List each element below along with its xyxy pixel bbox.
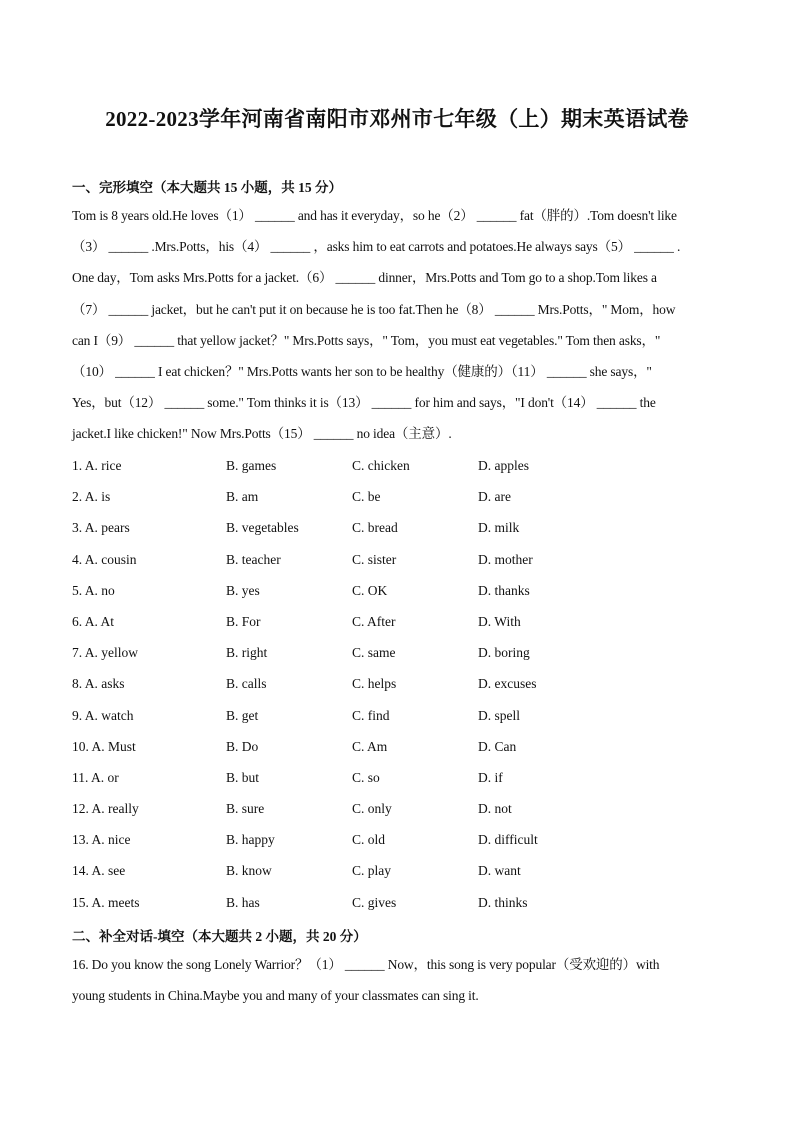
passage-line: can I（9） ______ that yellow jacket？" Mrs.Potts says，" Tom，you must eat vegetables." Tom then asks，" bbox=[72, 332, 661, 348]
section-2-heading: 二、补全对话-填空（本大题共 2 小题，共 20 分） bbox=[72, 929, 367, 944]
option-b: B. games bbox=[226, 458, 277, 473]
option-c: C. so bbox=[352, 769, 380, 785]
question-row-14 bbox=[72, 862, 722, 893]
option-a: 13. A. nice bbox=[72, 832, 131, 848]
question-row-8 bbox=[72, 675, 722, 706]
passage-line: Tom is 8 years old.He loves（1） ______ and has it everyday，so he（2） ______ fat（胖的）.Tom doesn't like bbox=[72, 208, 677, 223]
option-b: B. has bbox=[226, 894, 260, 910]
question-row-15 bbox=[72, 894, 722, 925]
question-row-5 bbox=[72, 582, 722, 613]
option-d: D. With bbox=[478, 613, 521, 629]
option-b: B. know bbox=[226, 863, 272, 879]
option-a: 11. A. or bbox=[72, 769, 119, 785]
question-row-12 bbox=[72, 800, 722, 831]
option-d: D. excuses bbox=[478, 676, 537, 692]
question-row-1 bbox=[72, 457, 722, 488]
question-row-10 bbox=[72, 738, 722, 769]
option-c: C. After bbox=[352, 613, 396, 629]
option-d: D. mother bbox=[478, 551, 533, 567]
option-b: B. right bbox=[226, 645, 268, 661]
option-c: C. sister bbox=[352, 551, 397, 567]
option-a: 1. A. rice bbox=[72, 458, 122, 473]
option-d: D. Can bbox=[478, 738, 517, 754]
option-b: B. vegetables bbox=[226, 520, 299, 536]
option-c: C. OK bbox=[352, 582, 388, 598]
option-d: D. are bbox=[478, 489, 511, 505]
option-c: C. helps bbox=[352, 676, 397, 692]
passage-line: jacket.I like chicken!" Now Mrs.Potts（15） ______ no idea（主意）. bbox=[72, 426, 452, 442]
option-a: 8. A. asks bbox=[72, 676, 125, 692]
option-d: D. spell bbox=[478, 707, 520, 723]
option-d: D. milk bbox=[478, 520, 520, 536]
question-16 bbox=[72, 956, 722, 1018]
question-row-4 bbox=[72, 551, 722, 582]
cloze-passage bbox=[72, 207, 722, 457]
question-row-9 bbox=[72, 707, 722, 738]
option-b: B. get bbox=[226, 707, 259, 723]
option-b: B. happy bbox=[226, 832, 275, 848]
option-d: D. difficult bbox=[478, 832, 538, 848]
option-a: 10. A. Must bbox=[72, 738, 136, 754]
option-c: C. be bbox=[352, 489, 381, 505]
option-d: D. want bbox=[478, 863, 521, 879]
option-b: B. sure bbox=[226, 801, 265, 817]
question-options-list bbox=[72, 457, 722, 925]
option-a: 14. A. see bbox=[72, 863, 126, 879]
option-b: B. For bbox=[226, 613, 261, 629]
option-c: C. find bbox=[352, 707, 390, 723]
option-a: 5. A. no bbox=[72, 582, 115, 598]
option-a: 4. A. cousin bbox=[72, 551, 137, 567]
question-row-13 bbox=[72, 831, 722, 862]
option-d: D. thanks bbox=[478, 582, 530, 598]
option-d: D. thinks bbox=[478, 894, 528, 910]
option-c: C. only bbox=[352, 801, 392, 817]
passage-line: One day，Tom asks Mrs.Potts for a jacket.（6） ______ dinner，Mrs.Potts and Tom go to a shop.Tom likes a bbox=[72, 270, 657, 286]
question-row-6 bbox=[72, 613, 722, 644]
question-row-7 bbox=[72, 644, 722, 675]
question-row-2 bbox=[72, 488, 722, 519]
option-a: 12. A. really bbox=[72, 801, 139, 817]
passage-line: （7） ______ jacket，but he can't put it on because he is too fat.Then he（8） ______ Mrs.Potts，" Mom，how bbox=[72, 301, 676, 317]
option-a: 9. A. watch bbox=[72, 707, 134, 723]
question-row-3 bbox=[72, 519, 722, 550]
option-b: B. am bbox=[226, 489, 259, 505]
passage-line: （10） ______ I eat chicken？" Mrs.Potts wants her son to be healthy（健康的）（11） ______ she says，" bbox=[72, 363, 652, 379]
passage-line: （3） ______ .Mrs.Potts，his（4） ______ ，asks him to eat carrots and potatoes.He always says（5） ______ . bbox=[72, 239, 681, 255]
option-b: B. calls bbox=[226, 676, 267, 692]
option-c: C. bread bbox=[352, 520, 398, 536]
option-b: B. but bbox=[226, 769, 260, 785]
option-c: C. gives bbox=[352, 894, 397, 910]
option-d: D. apples bbox=[478, 458, 529, 473]
question-16-line: young students in China.Maybe you and many of your classmates can sing it. bbox=[72, 988, 479, 1004]
option-a: 3. A. pears bbox=[72, 520, 130, 536]
question-16-line: 16. Do you know the song Lonely Warrior？（1） ______ Now，this song is very popular（受欢迎的）with bbox=[72, 957, 660, 972]
option-b: B. Do bbox=[226, 738, 259, 754]
exam-title: 2022-2023学年河南省南阳市邓州市七年级（上）期末英语试卷 bbox=[105, 107, 689, 131]
option-a: 6. A. At bbox=[72, 613, 115, 629]
option-c: C. old bbox=[352, 832, 386, 848]
option-b: B. teacher bbox=[226, 551, 281, 567]
question-row-11 bbox=[72, 769, 722, 800]
option-a: 7. A. yellow bbox=[72, 645, 138, 661]
option-d: D. boring bbox=[478, 645, 530, 661]
option-d: D. not bbox=[478, 801, 512, 817]
option-a: 15. A. meets bbox=[72, 894, 140, 910]
section-1-heading: 一、完形填空（本大题共 15 小题，共 15 分） bbox=[72, 180, 342, 195]
passage-line: Yes，but（12） ______ some." Tom thinks it is（13） ______ for him and says，"I don't（14） ______ the bbox=[72, 395, 656, 411]
option-c: C. same bbox=[352, 645, 396, 661]
option-d: D. if bbox=[478, 769, 503, 785]
option-a: 2. A. is bbox=[72, 489, 111, 505]
option-c: C. chicken bbox=[352, 458, 410, 473]
option-b: B. yes bbox=[226, 582, 260, 598]
option-c: C. Am bbox=[352, 738, 388, 754]
option-c: C. play bbox=[352, 863, 391, 879]
